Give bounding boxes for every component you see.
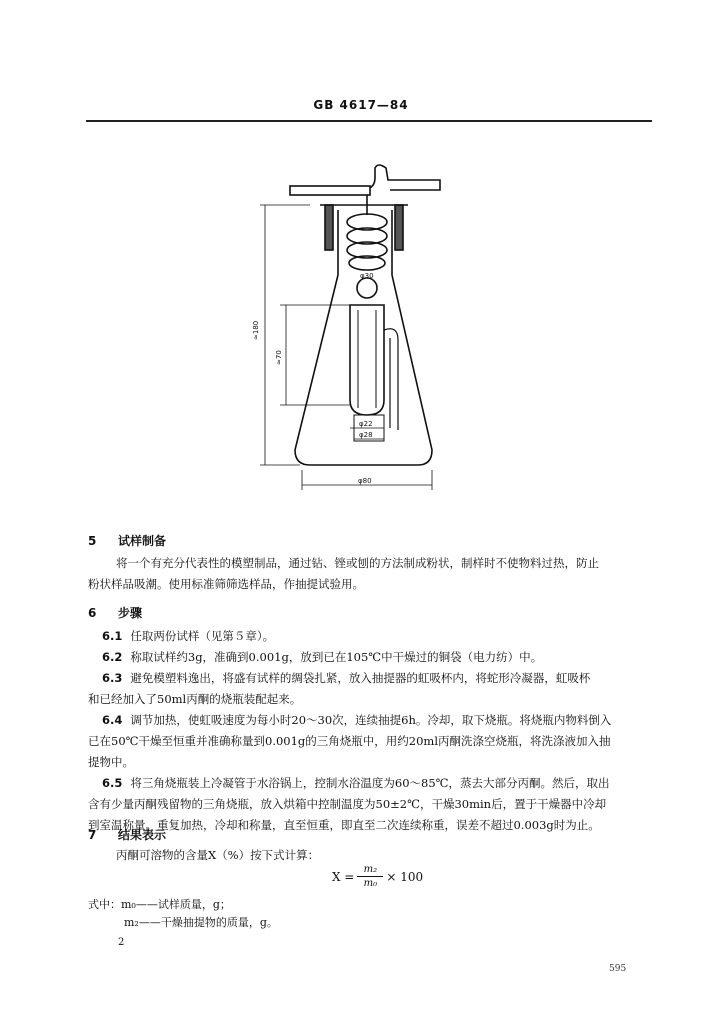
- folio-number: 595: [609, 964, 627, 974]
- dim-d30: φ30: [360, 272, 374, 280]
- apparatus-figure: [250, 160, 450, 500]
- dim-d22: φ22: [359, 420, 373, 428]
- header-rule: [86, 120, 652, 122]
- section-5-line-2: 粉状样品吸潮。使用标准筛筛选样品，作抽提试验用。: [88, 577, 364, 591]
- section-5-line-1: 将一个有充分代表性的模塑制品，通过钻、锉或刨的方法制成粉状，制样时不使物料过热，防止: [116, 556, 599, 570]
- dim-d28: φ28: [359, 431, 373, 439]
- page-number: 2: [118, 937, 125, 948]
- page-header: GB 4617—84: [313, 98, 409, 112]
- step-6-2: 6.2 称取试样约3g，准确到0.001g，放到已在105℃中干燥过的铜袋（电力纺）中。: [102, 650, 543, 664]
- dim-d80: φ80: [358, 477, 372, 485]
- dim-180: ≈180: [252, 320, 260, 340]
- neck-ring: [357, 278, 377, 298]
- section-6-heading: 6 步骤: [88, 606, 143, 620]
- step-6-1: 6.1 任取两份试样（见第５章）。: [102, 629, 275, 643]
- section-7-intro: 丙酮可溶物的含量X（%）按下式计算：: [116, 848, 320, 862]
- siphon-tube: [384, 329, 398, 430]
- section-5-heading: 5 试样制备: [88, 534, 167, 548]
- siphon-cup: [350, 305, 384, 415]
- step-6-5-line-3: 到室温称量。重复加热，冷却和称量，直至恒重，即直至二次连续称重，误差不超过0.003g时为止。: [88, 818, 600, 832]
- step-6-4: 6.4 调节加热，使虹吸速度为每小时20～30次，连续抽提6h。冷却，取下烧瓶。将烧瓶内物料倒入: [102, 713, 612, 727]
- where-label: 式中：m₀——试样质量，g；: [88, 898, 231, 911]
- formula-numerator: m₂: [363, 864, 378, 875]
- dim-70: ≈70: [275, 350, 283, 365]
- stopper-right: [395, 205, 403, 250]
- step-6-3-line-2: 和已经加入了50ml丙酮的烧瓶装配起来。: [88, 692, 302, 706]
- formula-denominator: m₀: [363, 878, 378, 889]
- step-6-4-line-3: 提物中。: [88, 755, 134, 769]
- section-7-heading: 7 结果表示: [88, 828, 167, 842]
- top-tube: [290, 186, 370, 195]
- result-formula: X = $\frac{\text{m₂}}{\text{m₀}}$ × 100: [332, 864, 424, 889]
- step-6-3: 6.3 避免模塑料逸出，将盛有试样的绸袋扎紧，放入抽提器的虹吸杯内，将蛇形冷凝器，虹吸杯: [102, 671, 591, 685]
- step-6-5-line-2: 含有少量丙酮残留物的三角烧瓶，放入烘箱中控制温度为50±2℃，干燥30min后，置于干燥器中冷却: [88, 797, 607, 811]
- step-6-4-line-2: 已在50℃干燥至恒重并准确称量到0.001g的三角烧瓶中，用约20ml丙酮洗涤空烧瓶，将洗涤液加入抽: [88, 734, 611, 748]
- var-2-definition: m₂——干燥抽提物的质量，g。: [124, 916, 278, 929]
- step-6-5: 6.5 将三角烧瓶装上冷凝管于水浴锅上，控制水浴温度为60～85℃，蒸去大部分丙酮。然后，取出: [102, 776, 610, 790]
- stopper-left: [325, 205, 333, 250]
- coil-condenser: [347, 195, 387, 270]
